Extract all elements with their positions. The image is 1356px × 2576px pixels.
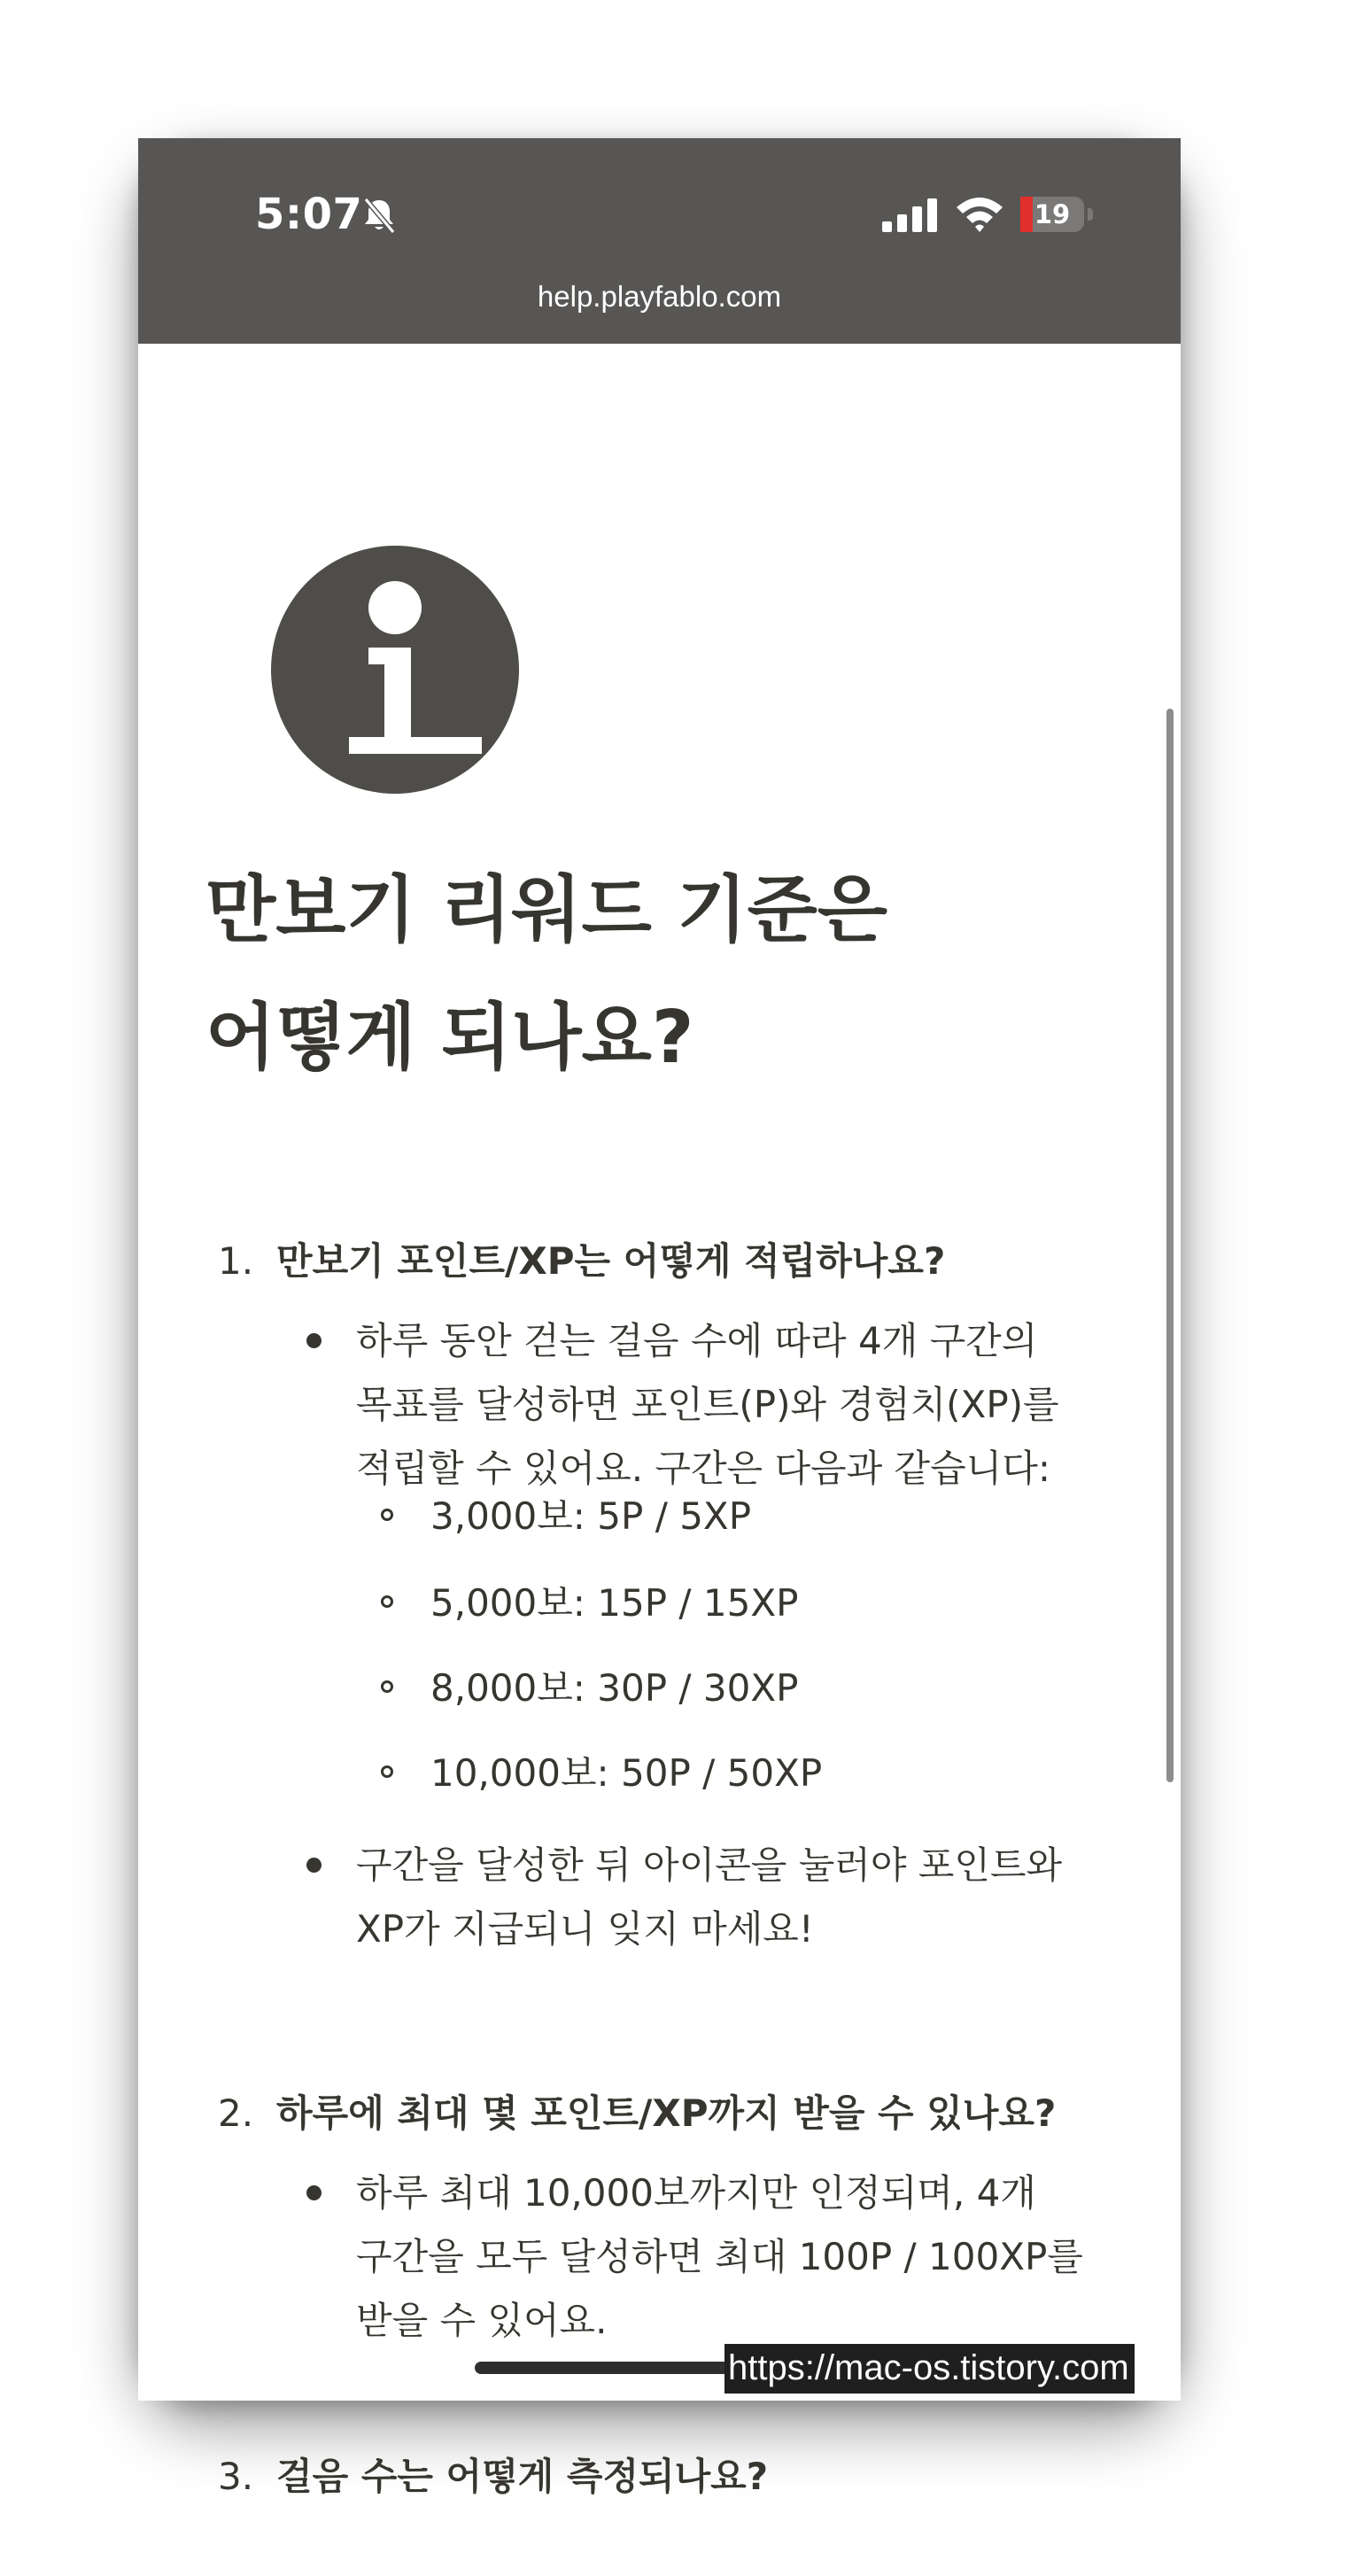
faq-item-1-number: 1. <box>218 1239 254 1283</box>
tier-3: 8,000보: 30P / 30XP <box>430 1666 799 1710</box>
tier-2: 5,000보: 15P / 15XP <box>430 1581 799 1625</box>
watermark: https://mac-os.tistory.com <box>724 2344 1135 2394</box>
tier-4: 10,000보: 50P / 50XP <box>430 1751 823 1795</box>
faq-item-1-title <box>218 1235 1112 1288</box>
battery-level-text: 19 <box>1034 199 1071 229</box>
faq-item-2-number: 2. <box>218 2091 254 2135</box>
faq-item-1-bullet-1: 하루 동안 걷는 걸음 수에 따라 4개 구간의 목표를 달성하면 포인트(P)와 경험치(XP)를 적립할 수 있어요. 구간은 다음과 같습니다: <box>356 1319 1059 1490</box>
list-item <box>430 1485 1050 1548</box>
status-time: 5:07 <box>255 190 363 239</box>
faq-item-2-title <box>218 2087 1112 2140</box>
tier-1: 3,000보: 5P / 5XP <box>430 1494 752 1538</box>
battery-cap <box>1088 208 1093 221</box>
battery-icon <box>1020 197 1084 232</box>
list-item <box>356 1309 1091 1501</box>
list-item <box>356 2161 1091 2353</box>
bullet-dot <box>306 1858 322 1873</box>
sub-bullet-dot <box>381 1680 393 1693</box>
faq-item-2-question: 하루에 최대 몇 포인트/XP까지 받을 수 있나요? <box>276 2091 1057 2135</box>
sub-bullet-dot <box>381 1509 393 1521</box>
list-item <box>430 1742 1050 1805</box>
page-content[interactable] <box>138 344 1181 2498</box>
info-icon <box>271 546 519 794</box>
faq-item-3-number: 3. <box>218 2455 254 2498</box>
browser-chrome <box>138 138 1181 344</box>
list-item <box>430 1657 1050 1720</box>
faq-item-1-question: 만보기 포인트/XP는 어떻게 적립하나요? <box>276 1239 946 1283</box>
faq-item-3-question: 걸음 수는 어떻게 측정되나요? <box>276 2455 769 2498</box>
bullet-dot <box>306 2185 322 2200</box>
scrollbar[interactable] <box>1166 709 1174 1782</box>
list-item <box>430 1571 1050 1635</box>
address-bar-url[interactable]: help.playfablo.com <box>537 280 782 313</box>
phone-frame <box>138 138 1181 2498</box>
bell-slash-icon <box>361 197 397 234</box>
list-item <box>356 1834 1091 1961</box>
cellular-signal-icon <box>882 198 937 232</box>
sub-bullet-dot <box>381 1595 393 1608</box>
bullet-dot <box>306 1333 322 1348</box>
page-title: 만보기 리워드 기준은 어떻게 되나요? <box>205 868 888 1080</box>
faq-item-1-bullet-2: 구간을 달성한 뒤 아이콘을 눌러야 포인트와 XP가 지급되니 잊지 마세요! <box>356 1843 1063 1951</box>
sub-bullet-dot <box>381 1765 393 1778</box>
wifi-icon <box>955 195 1004 232</box>
faq-item-2-bullet-1: 하루 최대 10,000보까지만 인정되며, 4개 구간을 모두 달성하면 최대 100P / 100XP를 받을 수 있어요. <box>356 2171 1083 2342</box>
faq-item-3-title <box>218 2450 1112 2503</box>
